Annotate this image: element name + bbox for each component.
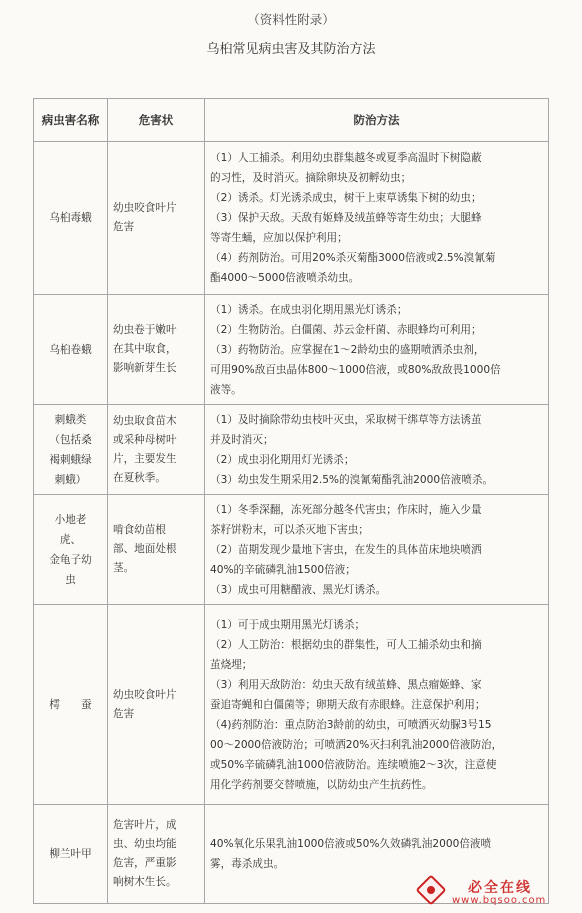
pest-name-cell — [34, 805, 108, 904]
cell-text-line: （2）成虫羽化期用灯光诱杀； — [210, 453, 355, 466]
cell-text-line: 刺蛾类 — [54, 413, 87, 426]
cell-text-line: （1）人工捕杀。利用幼虫群集越冬或夏季高温时下树隐蔽 — [210, 152, 482, 164]
cell-text-line: （包括桑 — [49, 433, 92, 446]
cell-text-line: 或采种母树叶 — [113, 433, 177, 446]
cell-text-line: 幼虫咬食叶片 — [113, 688, 177, 701]
cell-text-line: 危害，严重影 — [113, 857, 177, 869]
cell-text-line: 影响新芽生长 — [113, 362, 177, 374]
cell-text-line: 的习性，及时消灭。摘除卵块及初孵幼虫； — [210, 172, 412, 184]
cell-text-line: （1）可于成虫期用黑光灯诱杀； — [210, 618, 366, 631]
cell-text-line: 虫 — [65, 573, 76, 586]
table-row — [34, 295, 549, 405]
cell-text-line: 金龟子幼 — [49, 553, 92, 566]
cell-text-line: 柳兰叶甲 — [49, 848, 92, 860]
cell-text-line: （4)药剂防治：重点防治3龄前的幼虫，可喷洒灭幼脲3号15 — [210, 718, 492, 731]
column-header-damage: 危害状 — [108, 99, 205, 142]
cell-text-line: 虎、 — [59, 533, 82, 546]
cell-text-line: 用化学药剂要交替喷施，以防幼虫产生抗药性。 — [210, 778, 433, 791]
pest-name-cell — [34, 605, 108, 805]
cell-text-line: （3）成虫可用糖醋液、黑光灯诱杀。 — [210, 583, 387, 596]
cell-text-line: 40%的辛硫磷乳油1500倍液； — [210, 563, 356, 576]
watermark-url: www.bqsoo.com — [452, 895, 547, 906]
cell-text-line: 乌桕卷蛾 — [49, 343, 92, 356]
cell-text-line: 蚕追寄蝇和白僵菌等；卵期天敌有赤眼蜂。注意保护利用； — [210, 698, 486, 711]
cell-text-line: 褐刺蛾绿 — [49, 453, 92, 466]
damage-cell — [108, 295, 205, 405]
cell-text-line: （2）苗期发现少量地下害虫，在发生的具体苗床地块喷洒 — [210, 543, 482, 556]
control-method-cell — [205, 142, 549, 295]
cell-text-line: 幼虫卷于嫩叶 — [113, 324, 177, 336]
cell-text-line: 部、地面处根 — [113, 543, 177, 555]
cell-text-line: 或50%辛硫磷乳油1000倍液防治。连续喷施2～3次，注意使 — [210, 758, 497, 771]
pest-name-cell — [34, 405, 108, 495]
cell-text-line: 茎。 — [113, 562, 135, 574]
cell-text-line: （3）利用天敌防治：幼虫天敌有绒茧蜂、黑点瘤姬蜂、家 — [210, 678, 482, 691]
pest-name-cell — [34, 142, 108, 295]
table-header-row — [34, 99, 549, 142]
column-header-pest-name: 病虫害名称 — [34, 99, 108, 142]
cell-text-line: （1）冬季深翻，冻死部分越冬代害虫；作床时，施入少量 — [210, 503, 482, 516]
table-row — [34, 605, 549, 805]
cell-text-line: 幼虫取食苗木 — [113, 414, 177, 427]
cell-text-line: （3）药物防治。应掌握在1～2龄幼虫的盛期喷洒杀虫剂， — [210, 343, 485, 356]
site-watermark — [418, 876, 578, 910]
control-method-cell — [205, 605, 549, 805]
damage-cell — [108, 495, 205, 605]
damage-cell — [108, 142, 205, 295]
cell-text-line: （2）生物防治。白僵菌、苏云金杆菌、赤眼蜂均可利用； — [210, 323, 482, 336]
cell-text-line: （2）人工防治：根据幼虫的群集性，可人工捕杀幼虫和摘 — [210, 638, 482, 651]
column-header-control: 防治方法 — [205, 99, 549, 142]
cell-text-line: 等寄生蛹，应加以保护利用； — [210, 232, 348, 244]
cell-text-line: 酯4000～5000倍液喷杀幼虫。 — [210, 272, 360, 284]
pest-control-table — [33, 98, 549, 904]
control-method-cell — [205, 405, 549, 495]
document-title: 乌桕常见病虫害及其防治方法 — [206, 42, 376, 57]
table-row — [34, 495, 549, 605]
cell-text-line: 虫、幼虫均能 — [113, 838, 177, 850]
cell-text-line: 幼虫咬食叶片 — [113, 202, 177, 214]
control-method-cell — [205, 495, 549, 605]
table-row — [34, 405, 549, 495]
cell-text-line: （1）诱杀。在成虫羽化期用黑光灯诱杀； — [210, 303, 408, 316]
cell-text-line: （4）药剂防治。可用20%杀灭菊酯3000倍液或2.5%溴氰菊 — [210, 252, 496, 264]
cell-text-line: 茧烧埋； — [210, 658, 253, 671]
cell-text-line: 在夏秋季。 — [113, 471, 166, 484]
pest-name-cell — [34, 295, 108, 405]
damage-cell — [108, 605, 205, 805]
cell-text-line: 40%氧化乐果乳油1000倍液或50%久效磷乳油2000倍液喷 — [210, 838, 492, 850]
cell-text-line: 00～2000倍液防治；可喷洒20%灭扫利乳油2000倍液防治， — [210, 738, 503, 751]
cell-text-line: 危害叶片，成 — [113, 819, 177, 831]
watermark-text: 必全在线 — [468, 880, 532, 896]
cell-text-line: 刺蛾） — [54, 473, 87, 486]
cell-text-line: （3）保护天敌。天敌有姬蜂及绒茧蜂等寄生幼虫；大腿蜂 — [210, 212, 482, 224]
cell-text-line: 樗 蚕 — [49, 698, 92, 711]
cell-text-line: 乌桕毒蛾 — [49, 212, 92, 224]
damage-cell — [108, 405, 205, 495]
cell-text-line: 危害 — [113, 707, 135, 720]
cell-text-line: 在其中取食， — [113, 343, 177, 355]
cell-text-line: 响树木生长。 — [113, 876, 177, 888]
cell-text-line: 雾，毒杀成虫。 — [210, 858, 285, 870]
watermark-logo-icon — [415, 874, 446, 905]
cell-text-line: 小地老 — [54, 513, 87, 526]
cell-text-line: 可用90%敌百虫晶体800～1000倍液，或80%敌敌畏1000倍 — [210, 363, 501, 376]
cell-text-line: 危害 — [113, 221, 135, 233]
cell-text-line: （1）及时摘除带幼虫枝叶灭虫，采取树干绑草等方法诱茧 — [210, 413, 482, 426]
appendix-label: （资料性附录） — [247, 12, 335, 27]
cell-text-line: 液等。 — [210, 383, 242, 396]
damage-cell — [108, 805, 205, 904]
cell-text-line: 并及时消灭； — [210, 433, 274, 446]
cell-text-line: 片，主要发生 — [113, 452, 177, 465]
cell-text-line: 啃食幼苗根 — [113, 524, 166, 536]
cell-text-line: （2）诱杀。灯光诱杀成虫，树干上束草诱集下树的幼虫； — [210, 192, 482, 204]
cell-text-line: （3）幼虫发生期采用2.5%的溴氰菊酯乳油2000倍液喷杀。 — [210, 473, 494, 486]
pest-name-cell — [34, 495, 108, 605]
control-method-cell — [205, 295, 549, 405]
table-row — [34, 142, 549, 295]
cell-text-line: 茶籽饼粉末，可以杀灭地下害虫； — [210, 523, 369, 536]
